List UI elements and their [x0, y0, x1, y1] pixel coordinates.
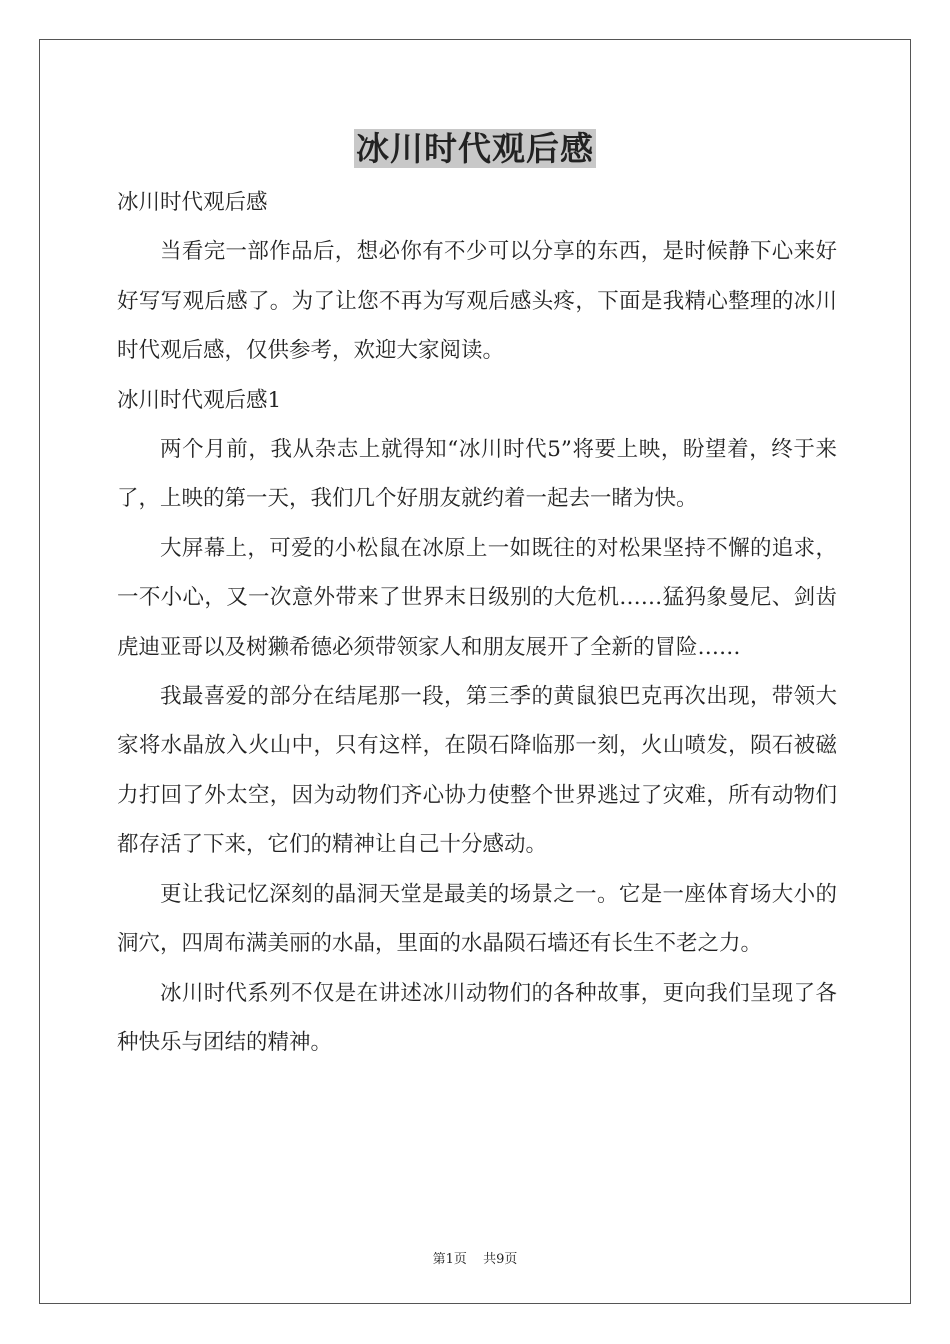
- page-number: 第1页: [432, 1252, 467, 1267]
- intro-paragraph: 当看完一部作品后，想必你有不少可以分享的东西，是时候静下心来好好写写观后感了。为了让您不再为写观后感头疼，下面是我精心整理的冰川时代观后感，仅供参考，欢迎大家阅读。: [117, 239, 837, 364]
- body-paragraph: 我最喜爱的部分在结尾那一段，第三季的黄鼠狼巴克再次出现，带领大家将水晶放入火山中，只有这样，在陨石降临那一刻，火山喷发，陨石被磁力打回了外太空，因为动物们齐心协力使整个世界逃过了灾难，所有动物们都存活了下来，它们的精神让自己十分感动。: [117, 684, 837, 858]
- document-title: [0, 128, 950, 170]
- section-heading: 冰川时代观后感1: [117, 387, 282, 413]
- body-paragraph: 冰川时代系列不仅是在讲述冰川动物们的各种故事，更向我们呈现了各种快乐与团结的精神。: [117, 980, 837, 1055]
- document-title-text: 冰川时代观后感: [356, 129, 594, 168]
- page-total: 共9页: [483, 1252, 518, 1267]
- page-footer: [0, 1248, 950, 1267]
- document-subtitle: 冰川时代观后感: [117, 190, 268, 215]
- document-body: [117, 178, 837, 1067]
- body-paragraph: 大屏幕上，可爱的小松鼠在冰原上一如既往的对松果坚持不懈的追求，一不小心，又一次意外带来了世界末日级别的大危机……猛犸象曼尼、剑齿虎迪亚哥以及树獭希德必须带领家人和朋友展开了全新的冒险……: [117, 535, 837, 660]
- body-paragraph: 更让我记忆深刻的晶洞天堂是最美的场景之一。它是一座体育场大小的洞穴，四周布满美丽的水晶，里面的水晶陨石墙还有长生不老之力。: [117, 881, 837, 957]
- body-paragraph: 两个月前，我从杂志上就得知“冰川时代5”将要上映，盼望着，终于来了，上映的第一天，我们几个好朋友就约着一起去一睹为快。: [117, 437, 837, 512]
